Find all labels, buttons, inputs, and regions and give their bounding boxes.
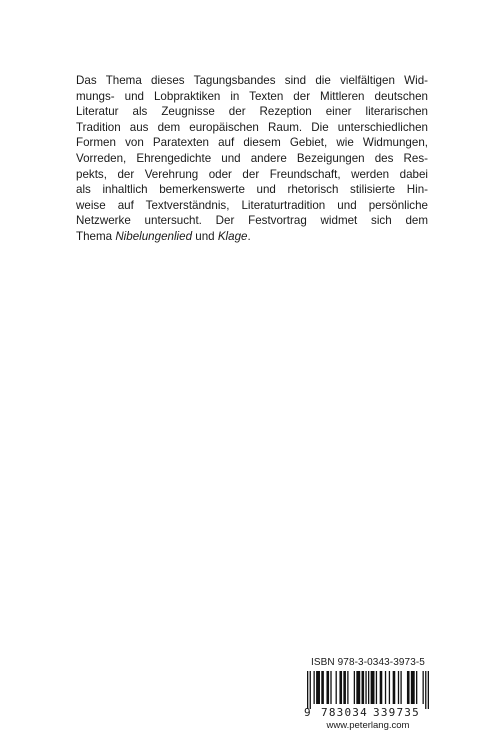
- isbn-label: ISBN 978-3-0343-3973-5: [311, 657, 425, 668]
- barcode-digits: [304, 706, 429, 719]
- barcode-bar: [368, 671, 369, 704]
- work-title-klage: Klage: [217, 229, 248, 243]
- barcode-bar: [411, 671, 415, 704]
- barcode-bar: [416, 671, 417, 704]
- blurb-line: Tradition aus dem europäischen Raum. Die unterschiedlichen: [76, 120, 428, 134]
- barcode-bar: [313, 671, 314, 704]
- barcode-bar: [393, 671, 396, 704]
- barcode-bar: [321, 671, 324, 704]
- barcode-bar: [310, 671, 311, 709]
- barcode-group-1: 783034: [321, 706, 368, 719]
- barcode-first-digit: 9: [304, 706, 311, 719]
- barcode-bar: [428, 671, 429, 709]
- barcode-bar: [389, 671, 390, 704]
- barcode-bar: [316, 671, 320, 704]
- blurb-line: pekts, der Verehrung oder der Freundschaft, werden dabei: [76, 167, 428, 181]
- barcode-bar: [365, 671, 366, 704]
- barcode-bar: [385, 671, 386, 704]
- barcode-bar: [425, 671, 426, 709]
- barcode-bar: [423, 671, 424, 704]
- barcode-bar: [339, 671, 342, 704]
- back-cover-blurb: [76, 73, 428, 245]
- barcode-bar: [376, 671, 377, 704]
- barcode: [307, 671, 429, 709]
- barcode-bar: [356, 671, 360, 704]
- publisher-website: www.peterlang.com: [326, 720, 410, 731]
- blurb-text: Thema: [76, 229, 116, 243]
- isbn-block: [304, 657, 429, 731]
- barcode-bar: [354, 671, 355, 704]
- work-title-nibelungenlied: Nibelungenlied: [115, 229, 193, 243]
- barcode-group-2: 339735: [373, 706, 420, 719]
- blurb-line: Literatur als Zeugnisse der Rezeption einer literarischen: [76, 105, 428, 119]
- barcode-bar: [343, 671, 346, 704]
- blurb-last-line: [76, 229, 428, 245]
- blurb-line: Vorreden, Ehrengedichte und andere Bezeigungen des Res-: [76, 151, 428, 165]
- blurb-line: Das Thema dieses Tagungsbandes sind die vielfältigen Wid-: [76, 74, 428, 87]
- barcode-bar: [371, 671, 375, 704]
- blurb-text: und: [192, 229, 218, 243]
- blurb-line: Formen von Paratexten auf diesem Gebiet, wie Widmungen,: [76, 136, 428, 150]
- barcode-bar: [400, 671, 401, 704]
- barcode-bar: [380, 671, 383, 704]
- blurb-line: Netzwerke untersucht. Der Festvortrag widmet sich dem: [76, 214, 428, 228]
- blurb-line: als inhaltlich bemerkenswerte und rhetorisch stilisierte Hin-: [76, 183, 428, 197]
- blurb-text: .: [247, 229, 251, 243]
- barcode-bar: [407, 671, 410, 704]
- barcode-bar: [326, 671, 329, 704]
- barcode-bar: [330, 671, 331, 704]
- blurb-line: weise auf Textverständnis, Literaturtradition und persönliche: [76, 198, 428, 212]
- barcode-bar: [347, 671, 348, 704]
- blurb-line: mungs- und Lobpraktiken in Texten der Mittleren deutschen: [76, 89, 428, 103]
- barcode-bar: [398, 671, 399, 704]
- barcode-bar: [336, 671, 337, 704]
- barcode-bar: [307, 671, 308, 709]
- barcode-bar: [362, 671, 365, 704]
